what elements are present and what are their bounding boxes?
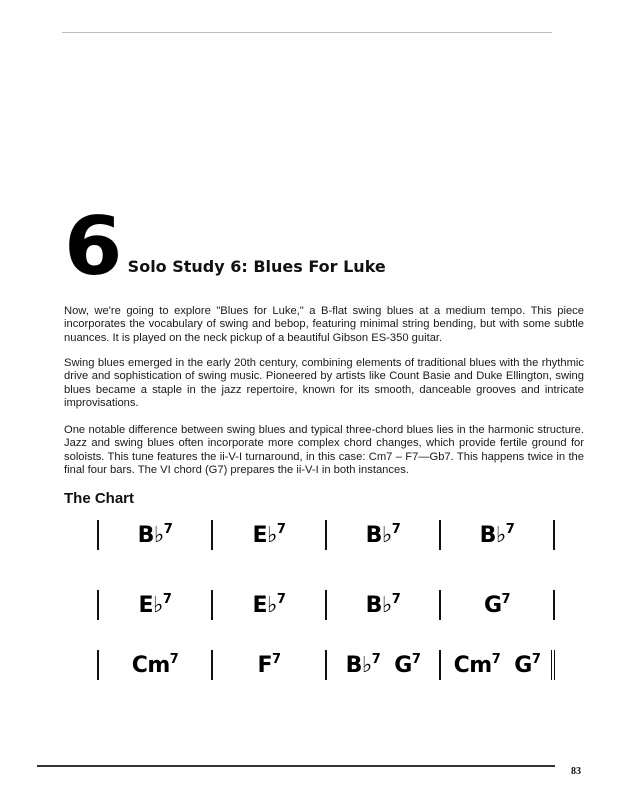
- chart-row: [97, 520, 554, 552]
- measure: [213, 520, 325, 550]
- paragraph-history: Swing blues emerged in the early 20th century, combining elements of traditional blues with the rhythmic drive and sophistication of swing music. Pioneered by artists like Count Basie and Duke Ellington, swing blues became a staple in the jazz repertoire, known for its smooth, danceable grooves and intricate improvisations.: [64, 357, 584, 410]
- chord-extension: 7: [271, 652, 281, 667]
- measure: [441, 520, 553, 550]
- chord-extension: 7: [411, 652, 421, 667]
- chord-symbol: $G^7$: [483, 592, 511, 618]
- chord-extension: 7: [531, 652, 541, 667]
- barline: [553, 520, 555, 550]
- chart-heading: The Chart: [64, 490, 135, 507]
- chord-symbol: Cm$^7$: [453, 652, 501, 678]
- chord-symbol: E♭$^7$: [252, 592, 286, 618]
- measure: [99, 590, 211, 620]
- chord-symbol: B♭$^7$: [365, 522, 401, 548]
- header-rule: [62, 32, 552, 33]
- chord-symbol: $G^7$: [394, 652, 421, 678]
- chord-symbol: E♭$^7$: [138, 592, 172, 618]
- measure: [327, 590, 439, 620]
- paragraph-harmony: One notable difference between swing blues and typical three-chord blues lies in the harmonic structure. Jazz and swing blues often incorporate more complex chord changes, which provide fertile ground for soloists. This tune features the ii-V-I turnaround, in this case: Cm7 – F7—Gb7. This happens twice in the final four bars. The VI chord (G7) prepares the ii-V-I in both instances.: [64, 424, 584, 477]
- chord-extension: 7: [491, 652, 501, 667]
- chapter-heading: [64, 200, 386, 293]
- chord-symbol: E♭$^7$: [252, 522, 286, 548]
- chord-extension: 7: [169, 652, 179, 667]
- chord-extension: 7: [276, 592, 286, 607]
- measure: [441, 650, 553, 680]
- chord-symbol: B♭$^7$: [345, 652, 381, 678]
- chord-extension: 7: [501, 592, 511, 607]
- chord-extension: 7: [391, 522, 401, 537]
- chord-symbol: Cm$^7$: [131, 652, 179, 678]
- chord-symbol: $G^7$: [514, 652, 541, 678]
- chord-symbol: B♭$^7$: [137, 522, 173, 548]
- chart-row: [97, 650, 554, 682]
- chord-extension: 7: [391, 592, 401, 607]
- chord-extension: 7: [276, 522, 286, 537]
- chord-symbol: B♭$^7$: [365, 592, 401, 618]
- chord-symbol: $F^7$: [257, 652, 281, 678]
- measure: [99, 650, 211, 680]
- chapter-title: Solo Study 6: Blues For Luke: [127, 257, 386, 276]
- chart-row: [97, 590, 554, 622]
- footer-rule: [37, 765, 555, 767]
- chord-extension: 7: [505, 522, 515, 537]
- barline: [553, 590, 555, 620]
- measure: [213, 590, 325, 620]
- measure: [327, 520, 439, 550]
- paragraph-intro: Now, we're going to explore "Blues for Luke," a B-flat swing blues at a medium tempo. This piece incorporates the vocabulary of swing and bebop, featuring minimal string bending, but with some subtle nuances. It is played on the neck pickup of a beautiful Gibson ES-350 guitar.: [64, 305, 584, 344]
- measure: [441, 590, 553, 620]
- page-number: 83: [571, 766, 581, 777]
- chord-extension: 7: [162, 592, 172, 607]
- chord-extension: 7: [163, 522, 173, 537]
- measure: [327, 650, 439, 680]
- chord-symbol: B♭$^7$: [479, 522, 515, 548]
- measure: [99, 520, 211, 550]
- chapter-number: 6: [64, 200, 121, 293]
- measure: [213, 650, 325, 680]
- chord-extension: 7: [371, 652, 381, 667]
